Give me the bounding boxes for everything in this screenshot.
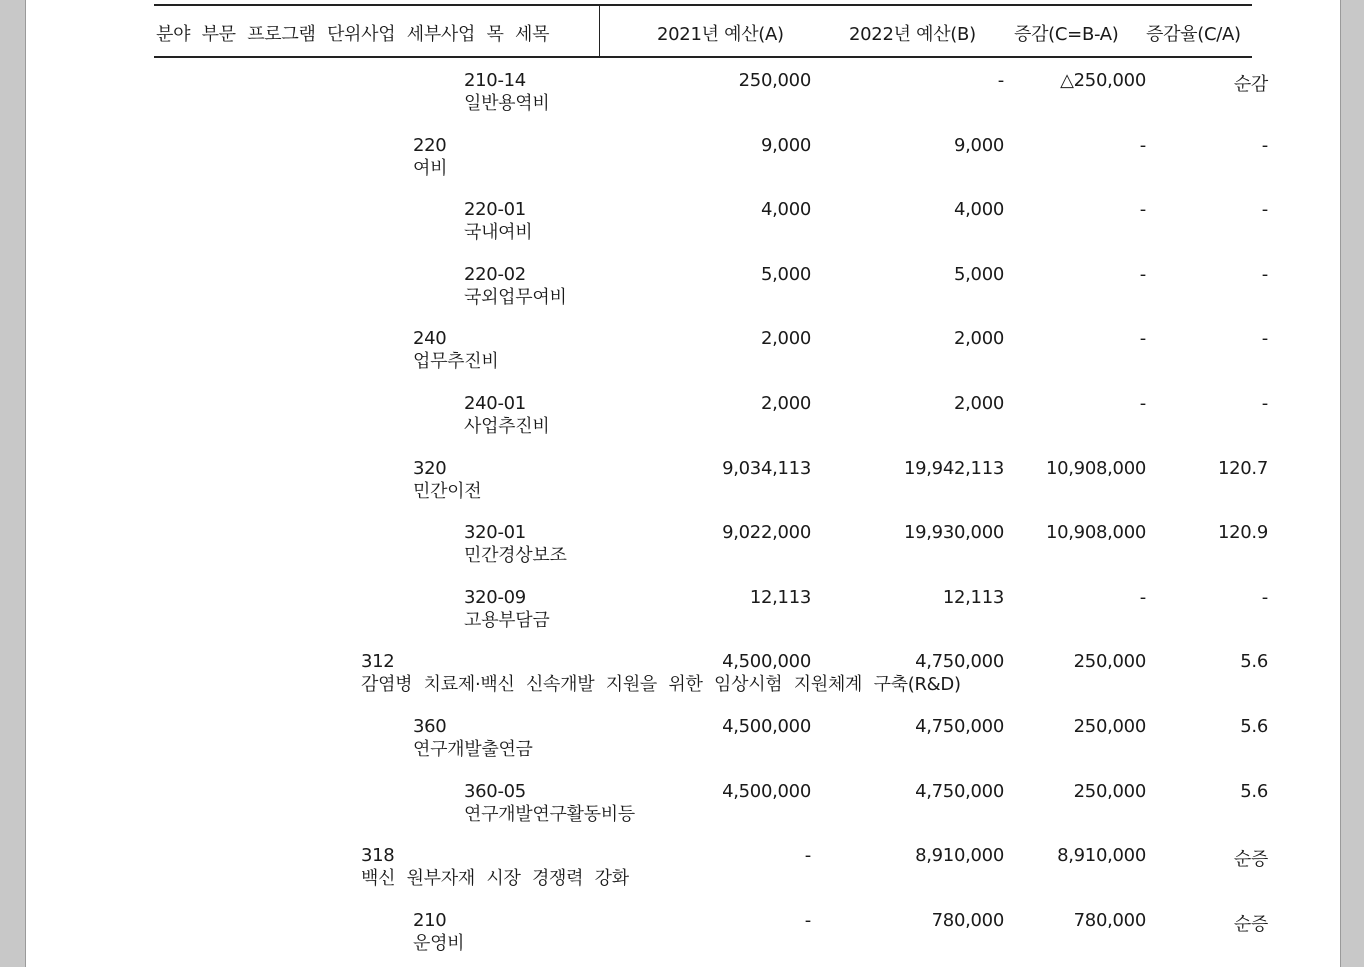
table-row bbox=[154, 575, 1268, 640]
budget-table bbox=[154, 4, 1268, 962]
change-rate-value: 5.6 bbox=[1240, 651, 1268, 673]
change-value: - bbox=[1139, 392, 1146, 414]
row-name: 일반용역비 bbox=[464, 93, 550, 114]
change-rate-value: - bbox=[1261, 392, 1268, 414]
document-page bbox=[25, 0, 1341, 967]
budget-2021-value: 4,500,000 bbox=[722, 715, 811, 737]
change-value: △250,000 bbox=[1060, 70, 1146, 91]
row-code: 240 bbox=[413, 328, 447, 350]
budget-2022-value: 4,750,000 bbox=[915, 715, 1004, 737]
budget-2021-value: 250,000 bbox=[738, 70, 811, 91]
table-body bbox=[154, 58, 1268, 962]
budget-2021-value: 9,000 bbox=[760, 134, 811, 156]
header-budget-2021: 2021년 예산(A) bbox=[657, 24, 784, 45]
table-header bbox=[154, 4, 1252, 58]
row-name: 연구개발출연금 bbox=[413, 738, 533, 760]
budget-2022-value: 9,000 bbox=[953, 134, 1004, 156]
change-value: 10,908,000 bbox=[1045, 522, 1146, 544]
change-value: - bbox=[1139, 263, 1146, 285]
table-row bbox=[154, 252, 1268, 317]
row-code: 312 bbox=[361, 651, 395, 673]
table-row bbox=[154, 510, 1268, 575]
table-row bbox=[154, 381, 1268, 446]
budget-2021-value: - bbox=[804, 845, 811, 867]
change-rate-value: 120.9 bbox=[1217, 522, 1268, 544]
table-row bbox=[154, 704, 1268, 769]
row-name: 연구개발연구활동비등 bbox=[464, 803, 635, 825]
budget-2021-value: - bbox=[804, 909, 811, 931]
row-name: 국내여비 bbox=[464, 222, 533, 244]
change-value: 250,000 bbox=[1073, 715, 1146, 737]
row-name: 운영비 bbox=[413, 932, 465, 954]
row-name: 업무추진비 bbox=[413, 351, 499, 373]
budget-2022-value: 780,000 bbox=[931, 909, 1004, 931]
row-name: 사업추진비 bbox=[464, 415, 550, 437]
change-value: - bbox=[1139, 586, 1146, 608]
budget-2022-value: 4,750,000 bbox=[915, 651, 1004, 673]
row-name: 민간이전 bbox=[413, 480, 482, 502]
budget-2021-value: 2,000 bbox=[760, 328, 811, 350]
header-divider bbox=[599, 6, 600, 56]
row-code: 320 bbox=[413, 457, 447, 479]
change-value: - bbox=[1139, 328, 1146, 350]
budget-2021-value: 4,500,000 bbox=[722, 651, 811, 673]
row-code: 220-01 bbox=[464, 199, 526, 221]
table-row bbox=[154, 769, 1268, 834]
table-row bbox=[154, 833, 1268, 898]
change-rate-value: - bbox=[1261, 134, 1268, 156]
row-code: 220-02 bbox=[464, 263, 526, 285]
change-rate-value: 순증 bbox=[1233, 849, 1268, 871]
header-change: 증감(C=B-A) bbox=[1014, 24, 1119, 45]
row-code: 210-14 bbox=[464, 70, 526, 91]
table-row bbox=[154, 316, 1268, 381]
budget-2022-value: 4,750,000 bbox=[915, 780, 1004, 802]
row-name: 국외업무여비 bbox=[464, 286, 567, 308]
budget-2022-value: - bbox=[997, 70, 1004, 91]
table-row bbox=[154, 639, 1268, 704]
change-value: 250,000 bbox=[1073, 651, 1146, 673]
change-value: 250,000 bbox=[1073, 780, 1146, 802]
change-rate-value: - bbox=[1261, 199, 1268, 221]
row-code: 318 bbox=[361, 845, 395, 867]
row-name: 민간경상보조 bbox=[464, 545, 567, 567]
table-row bbox=[154, 898, 1268, 963]
row-code: 210 bbox=[413, 909, 447, 931]
change-rate-value: 120.7 bbox=[1217, 457, 1268, 479]
header-budget-2022: 2022년 예산(B) bbox=[849, 24, 976, 45]
row-code: 320-09 bbox=[464, 586, 526, 608]
table-row bbox=[154, 58, 1268, 123]
change-value: - bbox=[1139, 199, 1146, 221]
budget-2022-value: 8,910,000 bbox=[915, 845, 1004, 867]
change-rate-value: - bbox=[1261, 328, 1268, 350]
row-code: 360-05 bbox=[464, 780, 526, 802]
change-rate-value: - bbox=[1261, 263, 1268, 285]
budget-2021-value: 9,034,113 bbox=[722, 457, 811, 479]
change-value: - bbox=[1139, 134, 1146, 156]
row-name: 백신 원부자재 시장 경쟁력 강화 bbox=[361, 868, 629, 890]
change-rate-value: - bbox=[1261, 586, 1268, 608]
header-change-rate: 증감율(C/A) bbox=[1146, 24, 1241, 45]
budget-2021-value: 4,000 bbox=[760, 199, 811, 221]
table-row bbox=[154, 123, 1268, 188]
budget-2021-value: 9,022,000 bbox=[722, 522, 811, 544]
row-code: 320-01 bbox=[464, 522, 526, 544]
budget-2022-value: 2,000 bbox=[953, 392, 1004, 414]
row-code: 360 bbox=[413, 715, 447, 737]
budget-2022-value: 2,000 bbox=[953, 328, 1004, 350]
change-rate-value: 순감 bbox=[1233, 74, 1268, 95]
change-rate-value: 5.6 bbox=[1240, 780, 1268, 802]
header-program-hierarchy: 분야 부문 프로그램 단위사업 세부사업 목 세목 bbox=[156, 24, 550, 45]
budget-2021-value: 5,000 bbox=[760, 263, 811, 285]
budget-2022-value: 12,113 bbox=[942, 586, 1004, 608]
change-rate-value: 5.6 bbox=[1240, 715, 1268, 737]
budget-2021-value: 2,000 bbox=[760, 392, 811, 414]
row-code: 220 bbox=[413, 134, 447, 156]
budget-2021-value: 12,113 bbox=[749, 586, 811, 608]
change-rate-value: 순증 bbox=[1233, 913, 1268, 935]
row-name: 여비 bbox=[413, 157, 448, 179]
table-row bbox=[154, 187, 1268, 252]
budget-2022-value: 19,930,000 bbox=[903, 522, 1004, 544]
budget-2022-value: 19,942,113 bbox=[903, 457, 1004, 479]
row-name: 고용부담금 bbox=[464, 609, 550, 631]
budget-2022-value: 5,000 bbox=[953, 263, 1004, 285]
budget-2022-value: 4,000 bbox=[953, 199, 1004, 221]
row-name: 감염병 치료제·백신 신속개발 지원을 위한 임상시험 지원체계 구축(R&D) bbox=[361, 674, 961, 696]
table-row bbox=[154, 446, 1268, 511]
change-value: 8,910,000 bbox=[1057, 845, 1146, 867]
budget-2021-value: 4,500,000 bbox=[722, 780, 811, 802]
change-value: 10,908,000 bbox=[1045, 457, 1146, 479]
change-value: 780,000 bbox=[1073, 909, 1146, 931]
row-code: 240-01 bbox=[464, 392, 526, 414]
